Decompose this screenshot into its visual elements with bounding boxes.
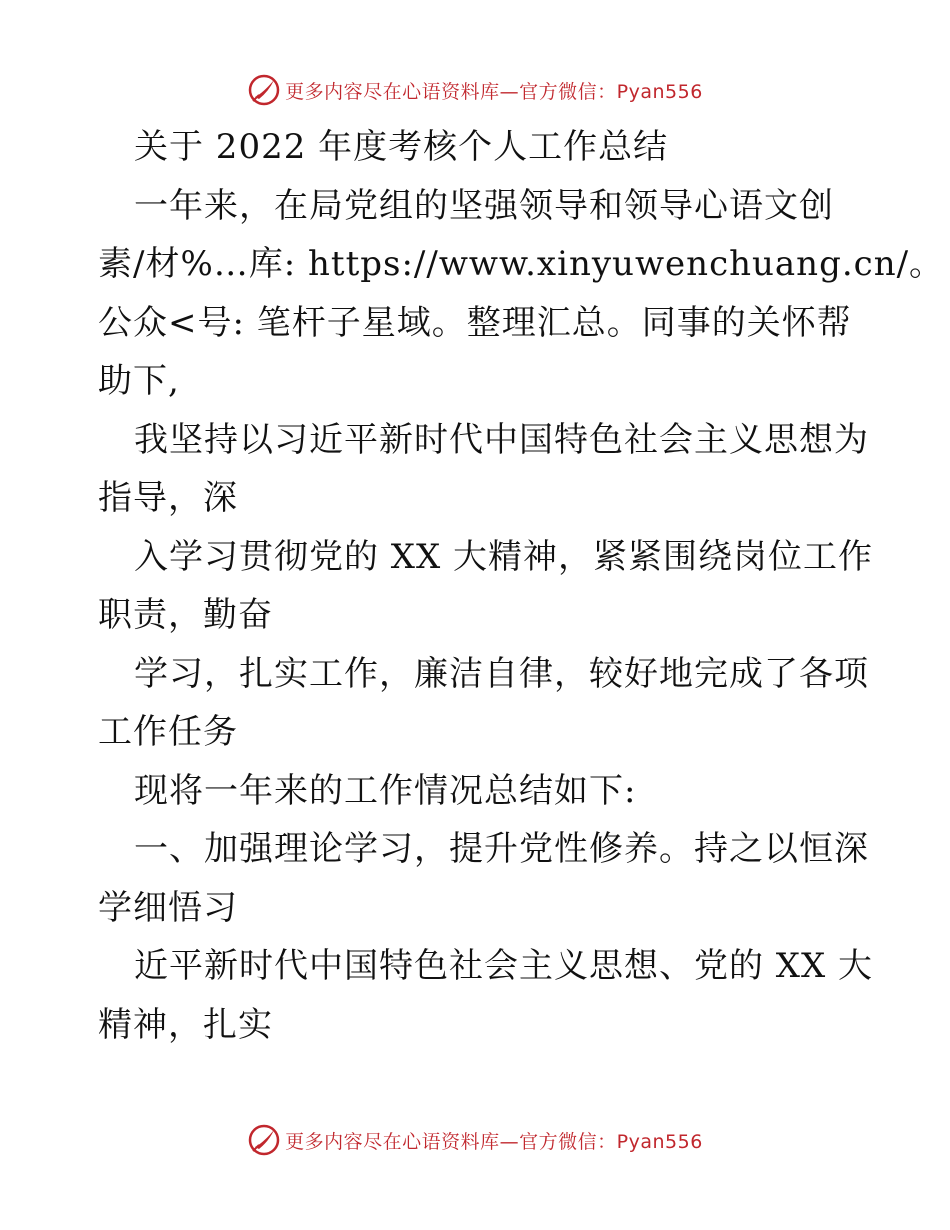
document-line: 学细悟习 <box>98 887 238 928</box>
quill-logo-icon <box>247 73 281 107</box>
document-line: 学习，扎实工作，廉洁自律，较好地完成了各项 <box>134 653 869 694</box>
footer-watermark-text: 更多内容尽在心语资料库—官方微信：Pyan556 <box>285 1130 703 1153</box>
document-line: 助下, <box>98 361 180 401</box>
document-line: 近平新时代中国特色社会主义思想、党的 XX 大 <box>134 946 874 986</box>
document-line: 精神，扎实 <box>98 1004 273 1045</box>
document-line: 一年来，在局党组的坚强领导和领导心语文创 <box>134 185 834 226</box>
header-watermark-text: 更多内容尽在心语资料库—官方微信：Pyan556 <box>285 80 703 103</box>
document-line: 职责，勤奋 <box>98 595 273 635</box>
document-line: 素/材%…库: https://www.xinyuwenchuang.cn/。 <box>98 244 945 284</box>
document-body <box>98 118 945 1054</box>
document-line: 工作任务 <box>98 712 238 752</box>
document-line: 入学习贯彻党的 XX 大精神，紧紧围绕岗位工作 <box>134 536 874 577</box>
document-line: 公众<号: 笔杆子星域。整理汇总。同事的关怀帮 <box>98 302 852 343</box>
document-line: 一、加强理论学习，提升党性修养。持之以恒深 <box>134 829 869 869</box>
document-line: 现将一年来的工作情况总结如下: <box>134 770 637 811</box>
document-line: 指导，深 <box>98 478 238 518</box>
document-line: 我坚持以习近平新时代中国特色社会主义思想为 <box>134 419 869 460</box>
footer-watermark-banner <box>0 1120 950 1160</box>
quill-logo-icon <box>247 1123 281 1157</box>
header-watermark-banner <box>0 70 950 110</box>
document-line: 关于 2022 年度考核个人工作总结 <box>134 127 669 167</box>
